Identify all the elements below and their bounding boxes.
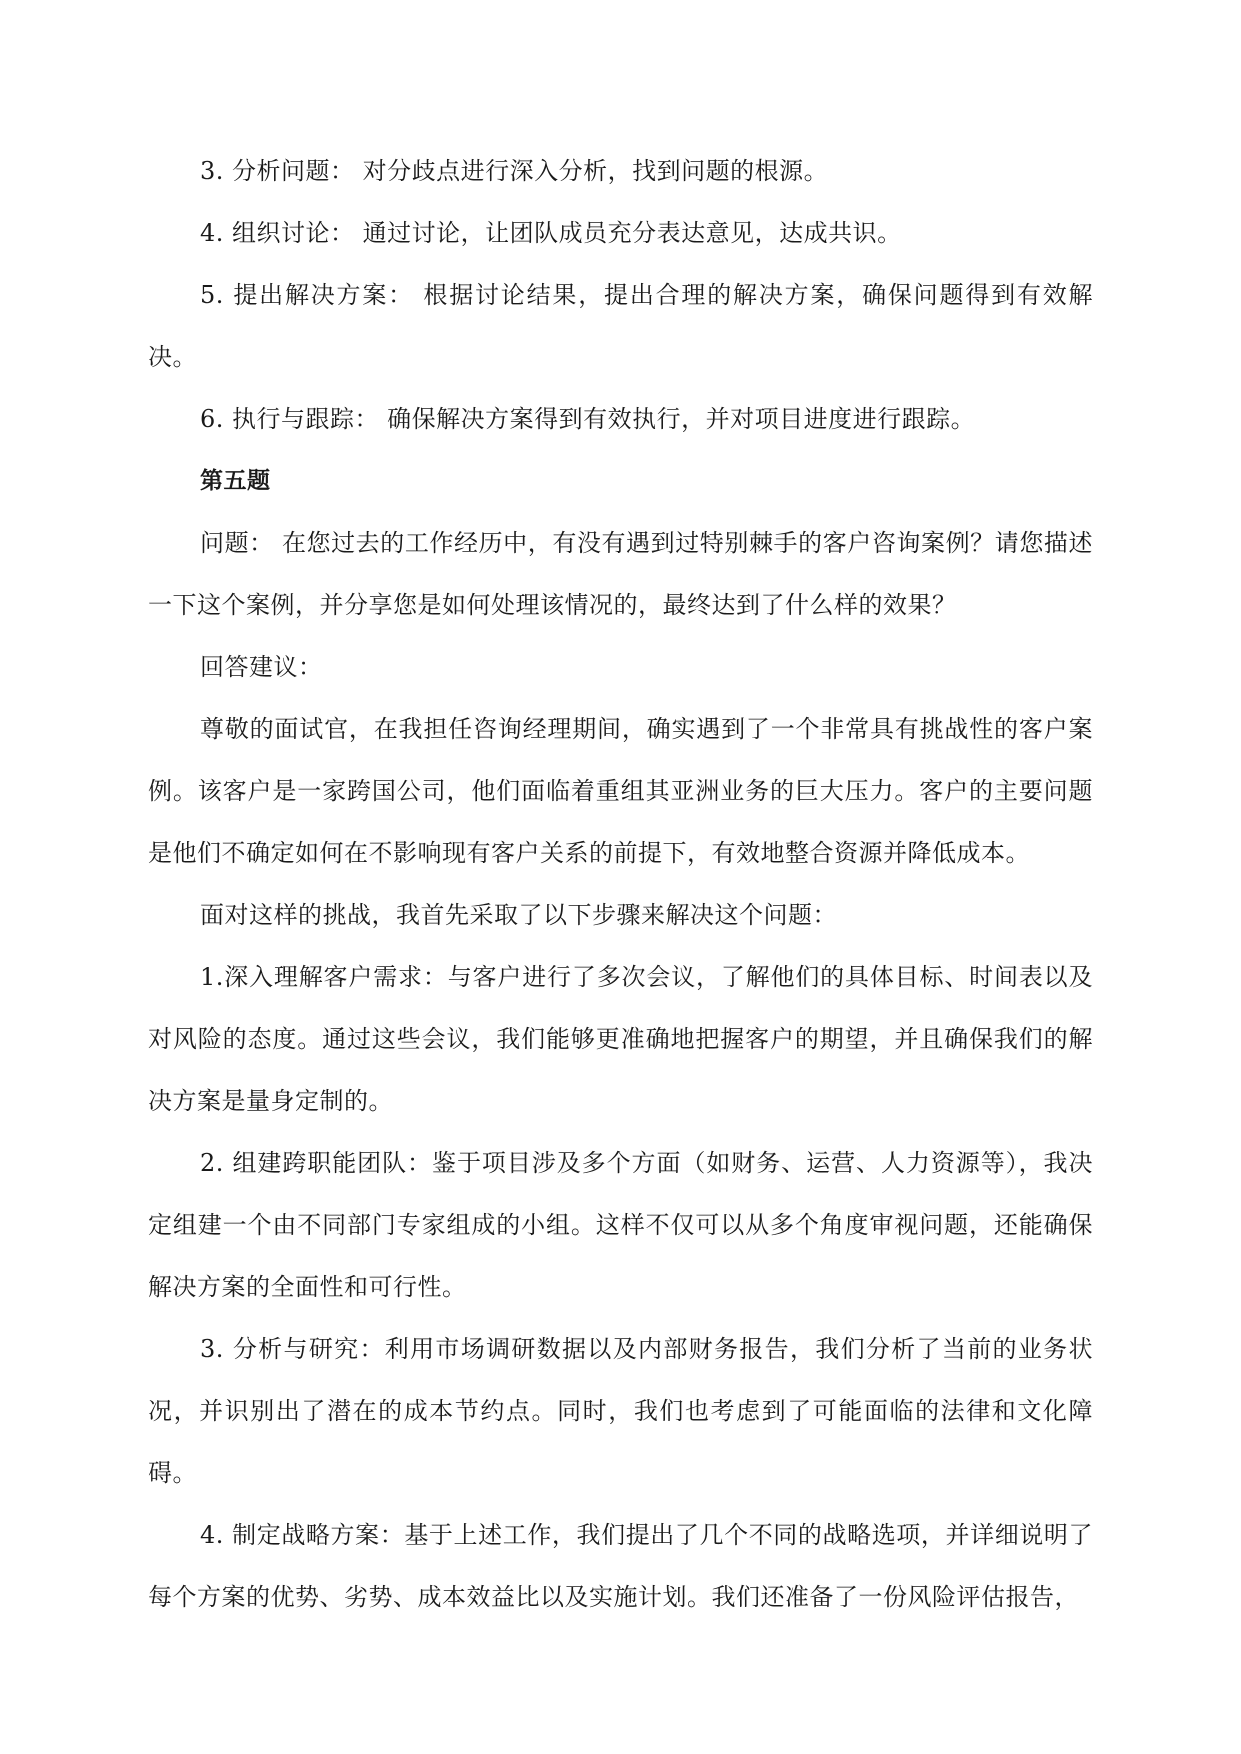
document-body <box>148 140 1093 1628</box>
paragraph-step-3: 3. 分析问题： 对分歧点进行深入分析，找到问题的根源。 <box>200 157 829 185</box>
answer-step-1: 1.深入理解客户需求：与客户进行了多次会议，了解他们的具体目标、时间表以及对风险的态度。通过这些会议，我们能够更准确地把握客户的期望，并且确保我们的解决方案是量身定制的。 <box>148 963 1093 1115</box>
answer-step-2: 2. 组建跨职能团队：鉴于项目涉及多个方面（如财务、运营、人力资源等），我决定组建一个由不同部门专家组成的小组。这样不仅可以从多个角度审视问题，还能确保解决方案的全面性和可行性。 <box>148 1149 1093 1301</box>
answer-step-4: 4. 制定战略方案：基于上述工作，我们提出了几个不同的战略选项，并详细说明了每个方案的优势、劣势、成本效益比以及实施计划。我们还准备了一份风险评估报告， <box>148 1521 1093 1611</box>
steps-intro-paragraph: 面对这样的挑战，我首先采取了以下步骤来解决这个问题： <box>200 901 837 929</box>
section-heading: 第五题 <box>200 468 271 494</box>
paragraph-step-6: 6. 执行与跟踪： 确保解决方案得到有效执行，并对项目进度进行跟踪。 <box>200 405 976 433</box>
paragraph-step-4: 4. 组织讨论： 通过讨论，让团队成员充分表达意见，达成共识。 <box>200 219 902 247</box>
paragraph-step-5: 5. 提出解决方案： 根据讨论结果，提出合理的解决方案，确保问题得到有效解决。 <box>148 281 1093 371</box>
question-paragraph: 问题： 在您过去的工作经历中，有没有遇到过特别棘手的客户咨询案例？请您描述一下这个案例，并分享您是如何处理该情况的，最终达到了什么样的效果？ <box>148 529 1093 619</box>
answer-step-3: 3. 分析与研究：利用市场调研数据以及内部财务报告，我们分析了当前的业务状况，并识别出了潜在的成本节约点。同时，我们也考虑到了可能面临的法律和文化障碍。 <box>148 1335 1093 1487</box>
answer-intro-paragraph: 尊敬的面试官，在我担任咨询经理期间，确实遇到了一个非常具有挑战性的客户案例。该客户是一家跨国公司，他们面临着重组其亚洲业务的巨大压力。客户的主要问题是他们不确定如何在不影响现有客户关系的前提下，有效地整合资源并降低成本。 <box>148 715 1093 867</box>
answer-label: 回答建议： <box>200 653 323 681</box>
